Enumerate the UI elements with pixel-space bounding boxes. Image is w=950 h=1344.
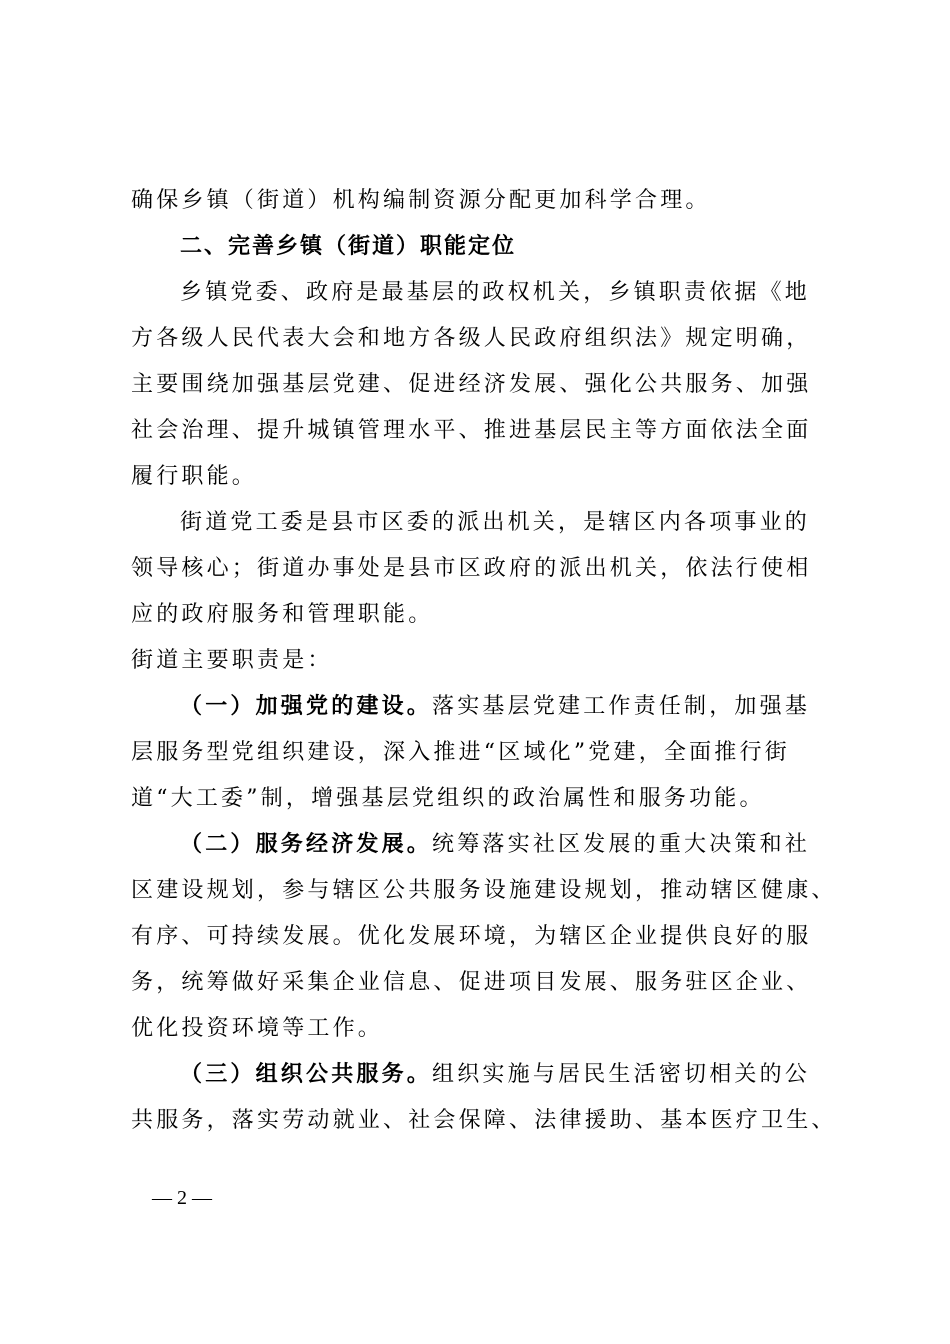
- paragraph-line: 层服务型党组织建设，深入推进“区域化”党建，全面推行街: [131, 740, 790, 765]
- paragraph-line: 务，统筹做好采集企业信息、促进项目发展、服务驻区企业、: [131, 970, 812, 995]
- paragraph-line: 有序、可持续发展。优化发展环境，为辖区企业提供良好的服: [131, 924, 812, 949]
- item-text: 统筹落实社区发展的重大决策和社: [432, 832, 811, 857]
- paragraph-line: [180, 1052, 830, 1098]
- item-title: （一）加强党的建设。: [180, 694, 433, 719]
- section-heading: 二、完善乡镇（街道）职能定位: [180, 234, 517, 259]
- paragraph-line: 履行职能。: [131, 464, 258, 489]
- paragraph-line: [180, 822, 830, 868]
- paragraph-line: 优化投资环境等工作。: [131, 1016, 384, 1041]
- paragraph-line: 道“大工委”制，增强基层党组织的政治属性和服务功能。: [131, 786, 765, 811]
- paragraph-line: 乡镇党委、政府是最基层的政权机关，乡镇职责依据《地: [180, 280, 811, 305]
- paragraph-line: 区建设规划，参与辖区公共服务设施建设规划，推动辖区健康、: [131, 878, 837, 903]
- paragraph-line: 方各级人民代表大会和地方各级人民政府组织法》规定明确，: [131, 326, 812, 351]
- paragraph-line: 主要围绕加强基层党建、促进经济发展、强化公共服务、加强: [131, 372, 812, 397]
- paragraph-line: 确保乡镇（街道）机构编制资源分配更加科学合理。: [131, 188, 711, 213]
- item-title: （二）服务经济发展。: [180, 832, 433, 857]
- paragraph-line: 街道主要职责是：: [131, 648, 333, 673]
- paragraph-line: 领导核心；街道办事处是县市区政府的派出机关，依法行使相: [131, 556, 812, 581]
- page-number: — 2 —: [152, 1187, 212, 1209]
- paragraph-line: 共服务，落实劳动就业、社会保障、法律援助、基本医疗卫生、: [131, 1108, 837, 1133]
- paragraph-line: 应的政府服务和管理职能。: [131, 602, 434, 627]
- paragraph-line: 街道党工委是县市区委的派出机关，是辖区内各项事业的: [180, 510, 811, 535]
- paragraph-line: [180, 684, 830, 730]
- item-text: 组织实施与居民生活密切相关的公: [432, 1062, 811, 1087]
- item-text: 落实基层党建工作责任制，加强基: [432, 694, 811, 719]
- item-title: （三）组织公共服务。: [180, 1062, 433, 1087]
- paragraph-line: 社会治理、提升城镇管理水平、推进基层民主等方面依法全面: [131, 418, 812, 443]
